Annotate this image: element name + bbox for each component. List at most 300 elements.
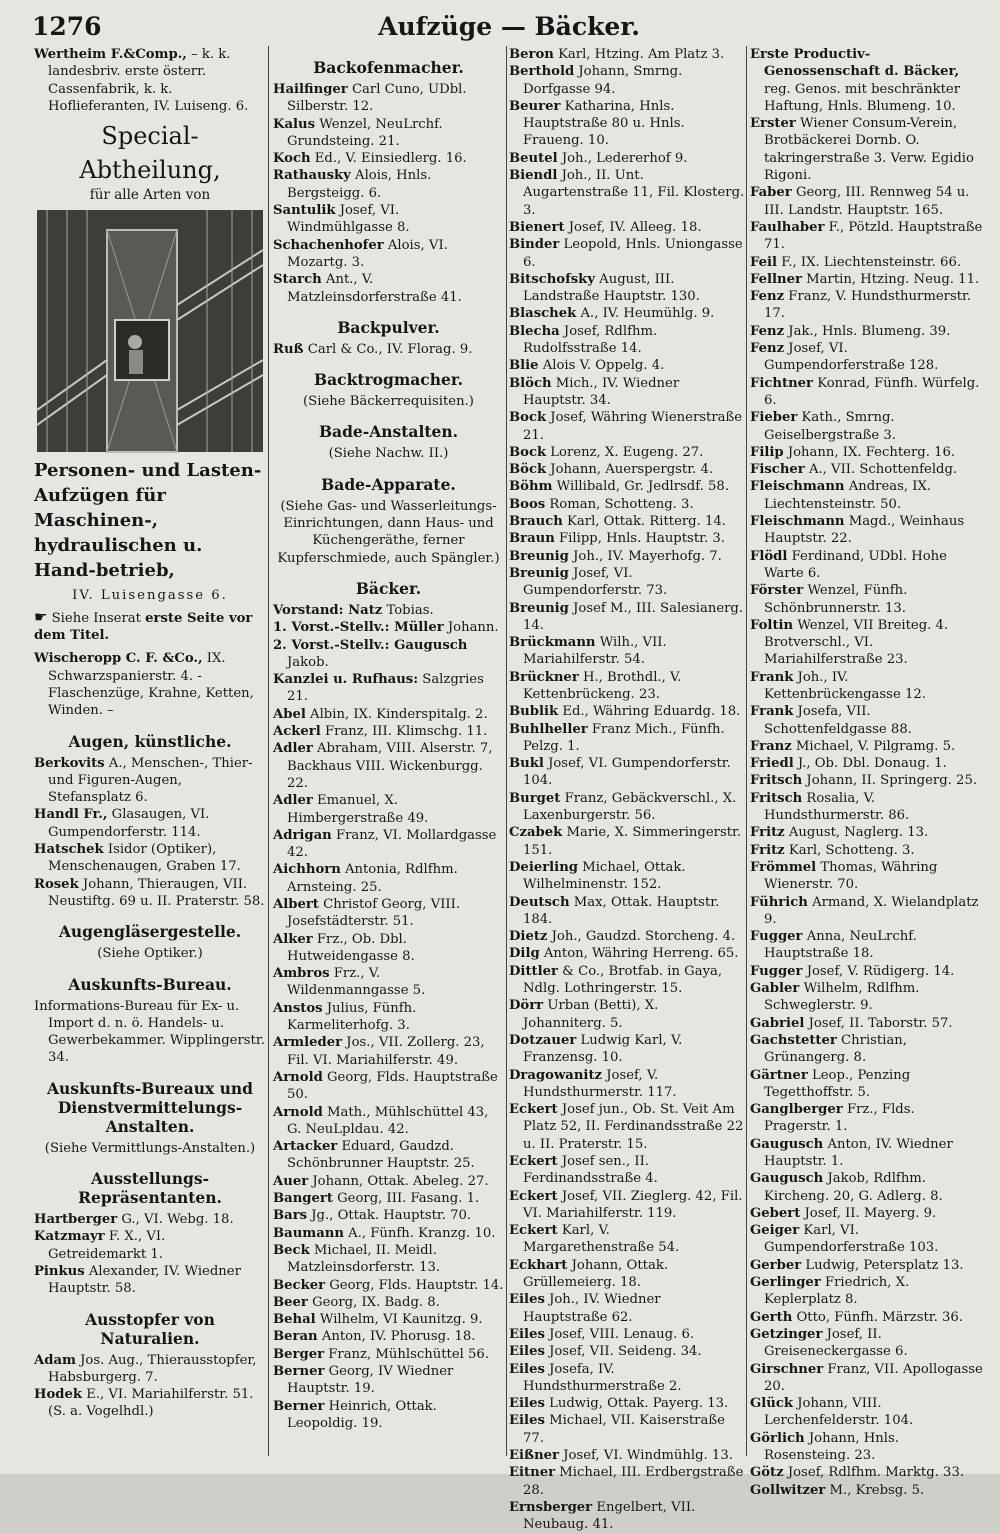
directory-entry bbox=[509, 444, 745, 461]
entry-details: Alois, Hnls. Bergsteigg. 6. bbox=[287, 168, 432, 201]
entry-name: Breunig bbox=[509, 548, 569, 564]
section-heading: Ausstellungs-Repräsentanten. bbox=[78, 1169, 222, 1208]
entry-name: Brauch bbox=[509, 514, 563, 530]
entry-details: August, III. Landstraße Hauptstr. 130. bbox=[523, 271, 700, 305]
entry-name: Eißner bbox=[509, 1448, 560, 1464]
entry-name: Czabek bbox=[509, 825, 563, 841]
entry-details: G., VI. Webg. 18. bbox=[117, 1212, 234, 1228]
entry-details: Joh., IV. Mayerhofg. 7. bbox=[568, 548, 722, 564]
section-heading: Backofenmacher. bbox=[313, 58, 464, 77]
entry-details: Karl, Htzing. Am Platz 3. bbox=[553, 47, 725, 62]
directory-entry bbox=[273, 1225, 504, 1242]
entry-details: Jakob. bbox=[287, 654, 329, 670]
page-header bbox=[30, 8, 988, 48]
entry-details: Thomas, Währing Wienerstr. 70. bbox=[764, 859, 938, 893]
entry-details: Joh., IV. Kettenbrückengasse 12. bbox=[764, 669, 926, 702]
entry-name: Fieber bbox=[750, 410, 798, 426]
section-heading: Backpulver. bbox=[337, 317, 440, 337]
entry-details: Anton, IV. Wiedner Hauptstr. 1. bbox=[764, 1136, 953, 1169]
entry-details: Willibald, Gr. Jedlrsdf. 58. bbox=[552, 479, 730, 495]
directory-entry bbox=[750, 669, 983, 704]
entry-name: Filip bbox=[750, 444, 784, 460]
directory-entry bbox=[509, 46, 745, 63]
entry-details: Informations-Bureau für Ex- u. Import d. n. ö. Handels- u. Gewerbekammer. Wipplingerstr. 34. bbox=[34, 998, 265, 1066]
directory-entry bbox=[509, 997, 745, 1032]
entry-details: Franz, Gebäckverschl., X. Laxenburgerstr. 56. bbox=[523, 790, 737, 824]
directory-entry bbox=[273, 602, 504, 619]
directory-entry bbox=[34, 755, 266, 807]
entry-details: Georg, Flds. Hauptstraße 50. bbox=[287, 1069, 498, 1103]
directory-entry bbox=[509, 1222, 745, 1257]
entry-name: Gerlinger bbox=[750, 1275, 821, 1291]
entry-details: Johann. bbox=[443, 620, 499, 636]
entry-details: Katharina, Hnls. Hauptstraße 80 u. Hnls. Fraueng. 10. bbox=[523, 98, 685, 149]
entry-name: Frank bbox=[750, 669, 794, 685]
entry-name: Dragowanitz bbox=[509, 1067, 603, 1083]
entry-details: Rosalia, V. Hundsthurmerstr. 86. bbox=[764, 790, 910, 824]
directory-entry bbox=[34, 876, 266, 911]
directory-entry bbox=[34, 650, 266, 719]
ad-address: IV. Luisengasse 6. bbox=[72, 588, 228, 604]
directory-entry bbox=[750, 772, 983, 789]
entry-details: Jakob, Rdlfhm. Kircheng. 20, G. Adlerg. 8. bbox=[764, 1171, 943, 1204]
entry-name: Buhlheller bbox=[509, 721, 588, 737]
entry-name: Blaschek bbox=[509, 306, 577, 322]
entry-name: Gebert bbox=[750, 1205, 801, 1221]
column-3 bbox=[509, 46, 745, 1533]
directory-entry bbox=[273, 723, 504, 740]
entry-details: Ludwig Karl, V. Franzensg. 10. bbox=[523, 1032, 683, 1066]
entry-name: Fritz bbox=[750, 825, 785, 841]
directory-entry bbox=[750, 582, 983, 617]
entry-name: Fenz bbox=[750, 323, 785, 339]
entry-details: Josef, VI. Gumpendorferstr. 104. bbox=[523, 756, 731, 789]
entry-name: Hartberger bbox=[34, 1212, 118, 1228]
directory-entry bbox=[750, 1464, 983, 1481]
entry-name: Eckert bbox=[509, 1188, 558, 1204]
entry-name: Hodek bbox=[34, 1387, 83, 1403]
entry-name: Görlich bbox=[750, 1430, 805, 1446]
directory-entry bbox=[273, 1346, 504, 1363]
column-2 bbox=[273, 46, 504, 1466]
entry-name: Faber bbox=[750, 185, 792, 201]
entry-details: Georg, IX. Badg. 8. bbox=[307, 1294, 440, 1310]
entry-name: Bock bbox=[509, 410, 547, 426]
entry-name: Feil bbox=[750, 254, 778, 270]
directory-entry bbox=[750, 1205, 983, 1222]
entry-name: Böck bbox=[509, 462, 547, 478]
directory-entry bbox=[509, 530, 745, 547]
directory-entry bbox=[509, 600, 745, 635]
entry-name: Artacker bbox=[273, 1139, 338, 1155]
entry-name: Brückner bbox=[509, 669, 579, 685]
entry-name: Brückmann bbox=[509, 635, 596, 651]
entry-details: Magd., Weinhaus Hauptstr. 22. bbox=[764, 514, 965, 547]
entry-details: E., VI. Mariahilferstr. 51. (S. a. Vogelhdl.) bbox=[48, 1387, 254, 1420]
entry-details: F., Pötzld. Hauptstraße 71. bbox=[764, 219, 983, 253]
section-heading: Bäcker. bbox=[355, 578, 422, 598]
entry-name: Dörr bbox=[509, 998, 544, 1014]
entry-details: Josef M., III. Salesianerg. 14. bbox=[523, 600, 744, 633]
entry-details: Alexander, IV. Wiedner Hauptstr. 58. bbox=[48, 1263, 241, 1297]
entry-name: Santulik bbox=[273, 203, 336, 219]
entry-details: Friedrich, X. Keplerplatz 8. bbox=[764, 1275, 910, 1308]
directory-entry bbox=[509, 721, 745, 756]
entry-name: Kalus bbox=[273, 116, 316, 132]
pointing-hand-icon: ☛ bbox=[34, 607, 48, 626]
entry-details: Josef, VII. Zieglerg. 42, Fil. VI. Mariahilferstr. 119. bbox=[523, 1188, 743, 1221]
entry-details: Johann, Hnls. Rosensteing. 23. bbox=[764, 1430, 899, 1464]
directory-entry bbox=[750, 478, 983, 513]
directory-entry bbox=[750, 928, 983, 963]
section-heading: Bade-Anstalten. bbox=[318, 422, 459, 442]
entry-details: Michael, II. Meidl. Matzleinsdorferstr. 13. bbox=[287, 1242, 441, 1276]
directory-entry bbox=[750, 513, 983, 548]
directory-entry bbox=[509, 1447, 745, 1464]
entry-details: Johann, VIII. Lerchenfelderstr. 104. bbox=[764, 1396, 914, 1429]
directory-entry bbox=[273, 896, 504, 931]
entry-details: reg. Genos. mit beschränkter Haftung, Hnls. Blumeng. 10. bbox=[764, 81, 961, 114]
entry-details: Wenzel, VII Breiteg. 4. Brotverschl., VI. Mariahilferstraße 23. bbox=[764, 617, 949, 668]
directory-entry bbox=[509, 859, 745, 894]
entry-name: Franz bbox=[750, 738, 792, 754]
directory-entry bbox=[750, 859, 983, 894]
directory-entry bbox=[509, 548, 745, 565]
entry-name: Flödl bbox=[750, 548, 788, 564]
entry-details: Josef, V. Rüdigerg. 14. bbox=[802, 963, 955, 979]
directory-entry bbox=[750, 980, 983, 1015]
directory-entry bbox=[273, 619, 504, 636]
entry-details: Lorenz, X. Eugeng. 27. bbox=[546, 444, 704, 460]
entry-details: Josef, II. Greiseneckergasse 6. bbox=[764, 1326, 908, 1360]
section-heading: Augengläsergestelle. bbox=[58, 922, 242, 942]
entry-details: Franz, VII. Apollogasse 20. bbox=[764, 1361, 983, 1394]
section-heading: Auskunfts-Bureau. bbox=[68, 974, 232, 994]
entry-details: Georg, III. Fasang. 1. bbox=[332, 1191, 480, 1207]
entry-details: Konrad, Fünfh. Würfelg. 6. bbox=[764, 375, 980, 408]
directory-entry bbox=[509, 669, 745, 704]
entry-name: Hatschek bbox=[34, 842, 104, 858]
directory-entry bbox=[750, 1430, 983, 1465]
entry-name: Friedl bbox=[750, 756, 794, 772]
directory-entry bbox=[750, 254, 983, 271]
entry-details: Tobias. bbox=[382, 602, 434, 618]
entry-details: A., Fünfh. Kranzg. 10. bbox=[343, 1225, 496, 1241]
entry-name: Wertheim F.&Comp., bbox=[34, 47, 187, 62]
entry-name: Beran bbox=[273, 1329, 318, 1345]
entry-name: Führich bbox=[750, 894, 808, 910]
entry-name: Eiles bbox=[509, 1413, 545, 1429]
entry-name: Beurer bbox=[509, 98, 561, 114]
entry-details: Johann, Auerspergstr. 4. bbox=[546, 462, 714, 478]
entry-details: Josef sen., II. Ferdinandsstraße 4. bbox=[523, 1154, 658, 1187]
column-1 bbox=[34, 46, 266, 1466]
entry-details: Josef, IV. Alleeg. 18. bbox=[564, 219, 702, 235]
entry-name: Fritsch bbox=[750, 790, 803, 806]
directory-entry bbox=[750, 548, 983, 583]
section-heading: Auskunfts-Bureaux und Dienstvermittelungs-Anstalten. bbox=[46, 1078, 253, 1136]
directory-entry bbox=[509, 1257, 745, 1292]
entry-name: Fischer bbox=[750, 462, 805, 478]
entry-details: Salzgries 21. bbox=[287, 672, 484, 705]
directory-entry bbox=[273, 1069, 504, 1104]
directory-entry bbox=[750, 46, 983, 115]
entry-details: Jos., VII. Zollerg. 23, Fil. VI. Mariahilferstr. 49. bbox=[287, 1035, 485, 1068]
entry-details: Anna, NeuLrchf. Hauptstraße 18. bbox=[764, 929, 917, 962]
directory-entry bbox=[509, 98, 745, 150]
directory-entry bbox=[34, 1352, 266, 1387]
entry-name: Arnold bbox=[273, 1069, 323, 1085]
directory-entry bbox=[273, 1294, 504, 1311]
directory-entry bbox=[509, 790, 745, 825]
entry-details: Joh., II. Unt. Augartenstraße 11, Fil. Klosterg. 3. bbox=[523, 168, 745, 218]
directory-entry bbox=[750, 444, 983, 461]
column-divider bbox=[506, 46, 507, 1456]
entry-name: Schachenhofer bbox=[273, 237, 384, 253]
entry-name: Gerth bbox=[750, 1309, 793, 1325]
directory-entry bbox=[750, 1482, 983, 1499]
directory-entry bbox=[273, 671, 504, 706]
directory-entry bbox=[750, 1257, 983, 1274]
entry-details: A., Menschen-, Thier- und Figuren-Augen, Stefansplatz 6. bbox=[48, 755, 253, 806]
entry-details: Heinrich, Ottak. Leopoldig. 19. bbox=[287, 1398, 437, 1431]
directory-entry bbox=[273, 827, 504, 862]
entry-details: Leopold, Hnls. Uniongasse 6. bbox=[523, 237, 743, 270]
entry-name: Gabriel bbox=[750, 1015, 805, 1031]
section-heading: Backtrogmacher. bbox=[314, 370, 463, 390]
entry-details: Jg., Ottak. Hauptstr. 70. bbox=[307, 1208, 472, 1224]
entry-name: Erste Productiv-Genossenschaft d. Bäcker, bbox=[750, 47, 960, 80]
entry-name: Bock bbox=[509, 444, 547, 460]
entry-details: Wenzel, Fünfh. Schönbrunnerstr. 13. bbox=[764, 583, 908, 616]
entry-name: Bublik bbox=[509, 704, 559, 720]
directory-entry bbox=[273, 1277, 504, 1294]
entry-details: Michael, III. Erdbergstraße 28. bbox=[523, 1465, 744, 1498]
section-heading: Bade-Apparate. bbox=[321, 474, 456, 494]
directory-entry bbox=[273, 167, 504, 202]
directory-entry bbox=[509, 305, 745, 322]
directory-entry bbox=[509, 271, 745, 306]
entry-details: Isidor (Optiker), Menschenaugen, Graben 17. bbox=[48, 842, 241, 875]
elevator-illustration bbox=[37, 210, 263, 452]
entry-details: Marie, X. Simmeringerstr. 151. bbox=[523, 825, 742, 858]
entry-name: Fritz bbox=[750, 842, 785, 858]
ad-title: Special-Abtheilung, bbox=[79, 122, 221, 185]
entry-name: Beutel bbox=[509, 150, 558, 166]
entry-details: Josef, Rdlfhm. Rudolfsstraße 14. bbox=[523, 323, 658, 357]
entry-name: Ambros bbox=[273, 966, 330, 982]
entry-details: Armand, X. Wielandplatz 9. bbox=[764, 894, 979, 927]
directory-entry bbox=[750, 1032, 983, 1067]
entry-name: Berger bbox=[273, 1346, 325, 1362]
entry-details: & Co., Brotfab. in Gaya, Ndlg. Lothringerstr. 15. bbox=[523, 963, 723, 997]
entry-details: Johann, Ottak. Grüllemeierg. 18. bbox=[523, 1257, 669, 1291]
directory-entry bbox=[273, 1311, 504, 1328]
entry-name: Fichtner bbox=[750, 375, 814, 391]
entry-name: Glück bbox=[750, 1396, 794, 1412]
entry-name: Starch bbox=[273, 272, 322, 288]
section-note: (Siehe Optiker.) bbox=[97, 946, 203, 962]
entry-name: Beer bbox=[273, 1294, 308, 1310]
entry-details: Carl Cuno, UDbl. Silberstr. 12. bbox=[287, 82, 467, 115]
directory-entry bbox=[509, 478, 745, 495]
entry-name: Beck bbox=[273, 1242, 310, 1258]
entry-details: Wiener Consum-Verein, Brotbäckerei Dornb. O. takringerstraße 3. Verw. Egidio Rigoni. bbox=[764, 116, 974, 184]
entry-name: Fellner bbox=[750, 271, 802, 287]
directory-entry bbox=[509, 496, 745, 513]
entry-name: Boos bbox=[509, 496, 546, 512]
entry-name: Eiles bbox=[509, 1396, 545, 1412]
entry-details: Karl, Schotteng. 3. bbox=[784, 842, 915, 858]
entry-name: Alker bbox=[273, 931, 313, 947]
directory-entry bbox=[509, 755, 745, 790]
directory-entry bbox=[509, 1395, 745, 1412]
entry-name: Dietz bbox=[509, 929, 548, 945]
entry-details: Wilhelm, VI Kaunitzg. 9. bbox=[315, 1312, 483, 1328]
entry-details: Wilhelm, Rdlfhm. Schweglerstr. 9. bbox=[764, 981, 920, 1014]
directory-entry bbox=[750, 115, 983, 184]
entry-name: Rathausky bbox=[273, 168, 351, 184]
entry-details: Urban (Betti), X. Johanniterg. 5. bbox=[523, 998, 659, 1031]
entry-name: Adam bbox=[34, 1352, 76, 1368]
entry-details: A., VII. Schottenfeldg. bbox=[804, 462, 958, 478]
directory-entry bbox=[509, 1032, 745, 1067]
entry-name: Eiles bbox=[509, 1292, 545, 1308]
entry-name: Deutsch bbox=[509, 894, 570, 910]
entry-details: Josef, Rdlfhm. Marktg. 33. bbox=[783, 1465, 965, 1481]
entry-name: Foltin bbox=[750, 617, 794, 633]
entry-details: Jak., Hnls. Blumeng. 39. bbox=[784, 323, 951, 339]
entry-details: Otto, Fünfh. Märzstr. 36. bbox=[792, 1309, 963, 1325]
entry-details: Abraham, VIII. Alserstr. 7, Backhaus VIII. Wickenburgg. 22. bbox=[287, 741, 493, 791]
section-heading: Augen, künstliche. bbox=[68, 731, 232, 751]
entry-details: Ferdinand, UDbl. Hohe Warte 6. bbox=[764, 548, 947, 581]
entry-details: Franz, VI. Mollardgasse 42. bbox=[287, 827, 497, 861]
entry-details: Frz., V. Wildenmanngasse 5. bbox=[287, 966, 426, 999]
directory-entry bbox=[509, 894, 745, 929]
entry-details: Ed., V. Einsiedlerg. 16. bbox=[310, 151, 467, 167]
entry-details: Math., Mühlschüttel 43, G. NeuLpldau. 42. bbox=[287, 1104, 489, 1137]
entry-details: Roman, Schotteng. 3. bbox=[545, 496, 694, 512]
directory-entry bbox=[750, 1274, 983, 1309]
entry-details: Andreas, IX. Liechtensteinstr. 50. bbox=[764, 479, 932, 512]
directory-entry bbox=[273, 237, 504, 272]
entry-details: Eduard, Gaudzd. Schönbrunner Hauptstr. 25. bbox=[287, 1139, 475, 1172]
entry-details: Alois, VI. Mozartg. 3. bbox=[287, 237, 448, 270]
directory-entry bbox=[273, 861, 504, 896]
directory-entry bbox=[750, 375, 983, 410]
entry-name: 2. Vorst.-Stellv.: Gaugusch bbox=[273, 637, 468, 653]
directory-entry bbox=[273, 792, 504, 827]
entry-name: Berthold bbox=[509, 64, 575, 80]
entry-name: Girschner bbox=[750, 1361, 824, 1377]
directory-entry bbox=[34, 1228, 266, 1263]
entry-details: Martin, Htzing. Neug. 11. bbox=[801, 271, 980, 287]
directory-entry bbox=[273, 1363, 504, 1398]
entry-details: Christian, Grünangerg. 8. bbox=[764, 1032, 907, 1066]
running-title: Aufzüge — Bäcker. bbox=[378, 12, 640, 41]
entry-details: IX. Schwarzspanierstr. 4. - Flaschenzüge, Krahne, Ketten, Winden. – bbox=[48, 651, 254, 719]
directory-entry bbox=[273, 965, 504, 1000]
entry-details: Glasaugen, VI. Gumpendorferstr. 114. bbox=[48, 807, 210, 840]
directory-entry bbox=[509, 63, 745, 98]
directory-entry bbox=[273, 706, 504, 723]
entry-details: Leop., Penzing Tegetthoffstr. 5. bbox=[764, 1067, 911, 1100]
directory-entry bbox=[509, 1464, 745, 1499]
ad-reference-text: Siehe Inserat bbox=[47, 610, 146, 626]
directory-entry bbox=[509, 1101, 745, 1153]
entry-details: Franz, V. Hundsthurmerstr. 17. bbox=[764, 289, 972, 322]
entry-details: Josef, II. Taborstr. 57. bbox=[804, 1015, 953, 1031]
directory-entry bbox=[509, 357, 745, 374]
directory-entry bbox=[509, 409, 745, 444]
entry-name: Fugger bbox=[750, 929, 803, 945]
entry-details: Carl & Co., IV. Florag. 9. bbox=[303, 341, 473, 357]
entry-name: Abel bbox=[273, 706, 306, 722]
entry-name: Erster bbox=[750, 116, 796, 132]
entry-details: Anton, IV. Phorusg. 18. bbox=[317, 1329, 476, 1345]
entry-name: Eckert bbox=[509, 1223, 558, 1239]
directory-entry bbox=[750, 271, 983, 288]
entry-name: Eiles bbox=[509, 1326, 545, 1342]
entry-name: Böhm bbox=[509, 479, 553, 495]
entry-name: Breunig bbox=[509, 600, 569, 616]
entry-details: Jos. Aug., Thierausstopfer, Habsburgerg. 7. bbox=[48, 1352, 257, 1385]
entry-name: Dilg bbox=[509, 946, 540, 962]
entry-details: Christof Georg, VIII. Josefstädterstr. 51. bbox=[287, 896, 461, 930]
entry-name: Gollwitzer bbox=[750, 1482, 826, 1498]
entry-details: Josef, VI. Gumpendorferstraße 128. bbox=[764, 341, 939, 374]
section-note: (Siehe Bäckerrequisiten.) bbox=[303, 394, 474, 410]
entry-name: Fenz bbox=[750, 341, 785, 357]
directory-entry bbox=[509, 323, 745, 358]
directory-entry bbox=[509, 824, 745, 859]
entry-name: Katzmayr bbox=[34, 1229, 105, 1245]
entry-name: Fugger bbox=[750, 963, 803, 979]
page-number: 1276 bbox=[32, 12, 102, 41]
elevator-engraving-icon bbox=[37, 210, 263, 452]
entry-details: Wilh., VII. Mariahilferstr. 54. bbox=[523, 635, 667, 668]
entry-name: Gaugusch bbox=[750, 1136, 824, 1152]
column-4 bbox=[750, 46, 983, 1498]
entry-name: Albert bbox=[273, 896, 319, 912]
entry-details: Karl, Ottak. Ritterg. 14. bbox=[562, 514, 726, 530]
directory-entry bbox=[750, 617, 983, 669]
directory-entry bbox=[750, 1101, 983, 1136]
entry-details: Joh., IV. Wiedner Hauptstraße 62. bbox=[523, 1292, 661, 1325]
directory-entry bbox=[273, 1000, 504, 1035]
directory-entry bbox=[34, 998, 266, 1067]
entry-name: Deierling bbox=[509, 859, 579, 875]
entry-details: Albin, IX. Kinderspitalg. 2. bbox=[305, 706, 488, 722]
entry-details: Georg, Flds. Hauptstr. 14. bbox=[325, 1277, 504, 1293]
directory-entry bbox=[750, 184, 983, 219]
entry-name: Kanzlei u. Rufhaus: bbox=[273, 672, 419, 688]
entry-details: Josef, VI. Windmühlgasse 8. bbox=[287, 203, 410, 236]
entry-name: Gabler bbox=[750, 981, 800, 997]
entry-name: Eitner bbox=[509, 1465, 556, 1481]
column-divider bbox=[268, 46, 269, 1456]
entry-name: Blecha bbox=[509, 323, 560, 339]
section-note: (Siehe Nachw. II.) bbox=[328, 446, 449, 462]
entry-details: Max, Ottak. Hauptstr. 184. bbox=[523, 894, 720, 927]
directory-entry bbox=[273, 1190, 504, 1207]
entry-name: Hailfinger bbox=[273, 82, 348, 97]
ad-headline: Personen- und Lasten-Aufzügen für Maschinen-, hydraulischen u. Hand-betrieb, bbox=[34, 460, 262, 582]
directory-entry bbox=[750, 703, 983, 738]
entry-name: Dotzauer bbox=[509, 1032, 577, 1048]
directory-entry bbox=[273, 81, 504, 116]
